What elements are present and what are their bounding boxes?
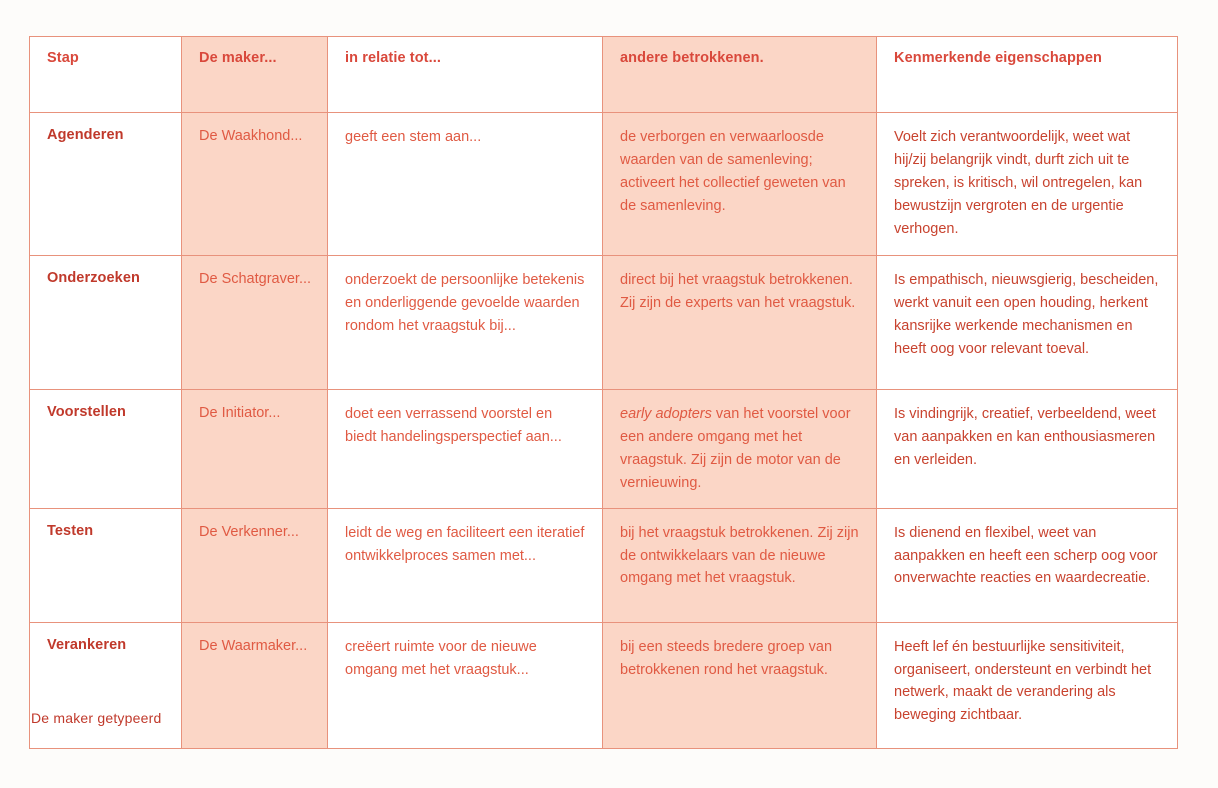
betrokkenen-text	[620, 269, 861, 315]
step-label: Testen	[47, 522, 94, 539]
cell-maker	[182, 113, 328, 256]
cell-betrokkenen	[603, 113, 877, 256]
step-label: Onderzoeken	[47, 270, 140, 286]
cell-maker	[182, 390, 328, 509]
header-cell-kenmerken	[877, 37, 1178, 113]
betrokkenen-text	[620, 522, 861, 591]
betrokkenen-rest: bij een steeds bredere groep van betrokkenen rond het vraagstuk.	[620, 638, 833, 678]
betrokkenen-rest: van het voorstel voor een andere omgang met het vraagstuk. Zij zijn de motor van de vernieuwing.	[620, 406, 851, 491]
cell-stap	[30, 390, 182, 509]
step-label: Agenderen	[47, 127, 124, 143]
cell-kenmerken	[877, 390, 1178, 509]
header-cell-betrokkenen	[603, 37, 877, 113]
table-row	[30, 113, 1178, 256]
kenmerken-text: Is vindingrijk, creatief, verbeeldend, weet van aanpakken en kan enthousiasmeren en verleiden.	[894, 406, 1156, 468]
cell-kenmerken	[877, 622, 1178, 748]
relatie-text: onderzoekt de persoonlijke betekenis en onderliggende gevoelde waarden rondom het vraagstuk bij...	[345, 272, 585, 334]
header-label-betrokkenen: andere betrokkenen.	[620, 50, 764, 66]
relatie-text: doet een verrassend voorstel en biedt handelingsperspectief aan...	[345, 406, 562, 445]
cell-relatie	[328, 113, 603, 256]
relatie-text: creëert ruimte voor de nieuwe omgang met het vraagstuk...	[345, 638, 537, 678]
cell-relatie	[328, 390, 603, 509]
cell-stap	[30, 622, 182, 748]
cell-relatie	[328, 622, 603, 748]
maker-label: De Waarmaker...	[199, 637, 308, 654]
cell-stap	[30, 256, 182, 390]
cell-kenmerken	[877, 256, 1178, 390]
header-cell-relatie	[328, 37, 603, 113]
header-label-stap: Stap	[47, 50, 79, 66]
table-body	[30, 113, 1178, 749]
header-label-maker: De maker...	[199, 50, 277, 66]
table-row	[30, 390, 1178, 509]
maker-label: De Initiator...	[199, 405, 281, 421]
betrokkenen-text	[620, 636, 861, 682]
betrokkenen-text	[620, 403, 861, 495]
betrokkenen-rest: bij het vraagstuk betrokkenen. Zij zijn de ontwikkelaars van de nieuwe omgang met het vraagstuk.	[620, 524, 859, 587]
cell-relatie	[328, 256, 603, 390]
header-row	[30, 37, 1178, 113]
table-row	[30, 508, 1178, 622]
cell-betrokkenen	[603, 622, 877, 748]
cell-stap	[30, 508, 182, 622]
table-row	[30, 256, 1178, 390]
betrokkenen-rest: direct bij het vraagstuk betrokkenen. Zij zijn de experts van het vraagstuk.	[620, 272, 856, 311]
relatie-text: geeft een stem aan...	[345, 129, 482, 145]
cell-maker	[182, 508, 328, 622]
maker-matrix-table-container	[29, 36, 1177, 749]
relatie-text: leidt de weg en faciliteert een iteratief ontwikkelproces samen met...	[345, 524, 585, 564]
header-label-relatie: in relatie tot...	[345, 50, 441, 66]
maker-label: De Verkenner...	[199, 523, 299, 540]
maker-label: De Waakhond...	[199, 128, 303, 144]
cell-stap	[30, 113, 182, 256]
cell-betrokkenen	[603, 390, 877, 509]
maker-matrix-table	[29, 36, 1178, 749]
table-row	[30, 622, 1178, 748]
kenmerken-text: Voelt zich verantwoordelijk, weet wat hij/zij belangrijk vindt, durft zich uit te spreken, is kritisch, wil ontregelen, kan bewustzijn vergroten en de urgentie verhogen.	[894, 129, 1143, 237]
header-label-kenmerken: Kenmerkende eigenschappen	[894, 50, 1102, 66]
cell-maker	[182, 622, 328, 748]
cell-betrokkenen	[603, 508, 877, 622]
header-cell-maker	[182, 37, 328, 113]
cell-kenmerken	[877, 113, 1178, 256]
betrokkenen-emphasis: early adopters	[620, 406, 712, 422]
betrokkenen-rest: de verborgen en verwaarloosde waarden van de samenleving; activeert het collectief geweten van de samenleving.	[620, 129, 846, 214]
kenmerken-text: Heeft lef én bestuurlijke sensitiviteit, organiseert, ondersteunt en verbindt het netwerk, maakt de verandering als beweging zichtbaar.	[894, 638, 1152, 724]
table-caption: De maker getypeerd	[31, 710, 162, 726]
cell-betrokkenen	[603, 256, 877, 390]
maker-label: De Schatgraver...	[199, 271, 312, 287]
step-label: Verankeren	[47, 636, 127, 653]
kenmerken-text: Is empathisch, nieuwsgierig, bescheiden, werkt vanuit een open houding, herkent kansrijke werkende mechanismen en heeft oog voor relevant toeval.	[894, 272, 1159, 357]
step-label: Voorstellen	[47, 404, 126, 420]
table-header	[30, 37, 1178, 113]
header-cell-stap	[30, 37, 182, 113]
cell-kenmerken	[877, 508, 1178, 622]
cell-maker	[182, 256, 328, 390]
cell-relatie	[328, 508, 603, 622]
kenmerken-text: Is dienend en flexibel, weet van aanpakken en heeft een scherp oog voor onverwachte reacties en waardecreatie.	[894, 524, 1158, 587]
betrokkenen-text	[620, 126, 861, 218]
